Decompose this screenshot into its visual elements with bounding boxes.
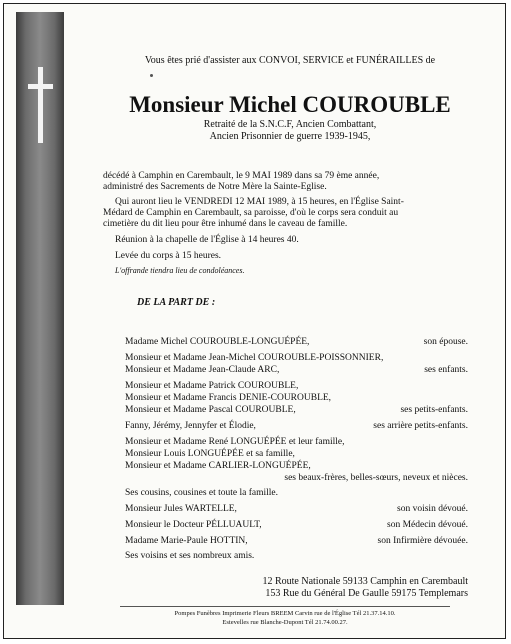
footer-divider: [120, 606, 450, 607]
family-line: Monsieur et Madame Francis DENIE-COUROUBLE,: [125, 393, 332, 403]
funeral-home-line: Estevelles rue Blanche-Dupont Tél 21.74.00.27.: [222, 619, 348, 626]
family-line: Monsieur le Docteur PÉLLUAULT,: [125, 520, 262, 530]
family-line: Monsieur Jules WARTELLE,: [125, 504, 237, 514]
family-line: Monsieur et Madame Jean-Claude ARC,: [125, 365, 280, 375]
address-line: 12 Route Nationale 59133 Camphin en Carembault: [262, 576, 468, 587]
body-line: Qui auront lieu le VENDREDI 12 MAI 1989, à 15 heures, en l'Église Saint-: [115, 197, 404, 207]
family-relation: ses arrière petits-enfants.: [373, 421, 468, 431]
family-line: Monsieur et Madame Pascal COUROUBLE,: [125, 405, 296, 415]
family-line: Ses voisins et ses nombreux amis.: [125, 551, 255, 561]
family-relation: ses beaux-frères, belles-sœurs, neveux et nièces.: [284, 473, 468, 483]
family-relation: son Médecin dévoué.: [387, 520, 468, 530]
mourning-band: [16, 12, 64, 605]
body-line: Médard de Camphin en Carembault, sa paroisse, d'où le corps sera conduit au: [103, 208, 399, 218]
from-heading: DE LA PART DE :: [137, 297, 216, 308]
family-line: Monsieur et Madame Jean-Michel COUROUBLE-POISSONNIER,: [125, 353, 384, 363]
body-line: cimetière du dit lieu pour être inhumé dans le caveau de famille.: [103, 219, 348, 229]
print-speck: [150, 74, 153, 77]
body-line: Levée du corps à 15 heures.: [115, 251, 222, 261]
address-line: 153 Rue du Général De Gaulle 59175 Templemars: [265, 588, 468, 599]
body-line: Réunion à la chapelle de l'Église à 14 heures 40.: [115, 235, 299, 245]
family-line: Fanny, Jérémy, Jennyfer et Élodie,: [125, 421, 256, 431]
cross-icon: [16, 12, 64, 152]
body-line: administré des Sacrements de Notre Mère la Sainte-Eglise.: [103, 182, 327, 192]
family-line: Monsieur et Madame CARLIER-LONGUÉPÉE,: [125, 461, 311, 471]
family-relation: son Infirmière dévouée.: [377, 536, 468, 546]
family-line: Madame Marie-Paule HOTTIN,: [125, 536, 248, 546]
body-line: décédé à Camphin en Carembault, le 9 MAI 1989 dans sa 79 ème année,: [103, 171, 380, 181]
subtitle-line: Retraité de la S.N.C.F, Ancien Combattant,: [203, 119, 377, 130]
funeral-home-line: Pompes Funèbres Imprimerie Fleurs BREEM Carvin rue de l'Église Tél 21.37.14.10.: [174, 610, 396, 617]
family-relation: ses enfants.: [424, 365, 468, 375]
family-line: Ses cousins, cousines et toute la famille.: [125, 488, 279, 498]
family-line: Madame Michel COUROUBLE-LONGUÉPÉE,: [125, 337, 310, 347]
invitation-line: Vous êtes prié d'assister aux CONVOI, SERVICE et FUNÉRAILLES de: [144, 55, 436, 66]
family-relation: son voisin dévoué.: [397, 504, 468, 514]
family-line: Monsieur Louis LONGUÉPÉE et sa famille,: [125, 449, 295, 459]
family-line: Monsieur et Madame Patrick COUROUBLE,: [125, 381, 299, 391]
family-line: Monsieur et Madame René LONGUÉPÉE et leur famille,: [125, 437, 345, 447]
family-relation: son épouse.: [423, 337, 468, 347]
body-note: L'offrande tiendra lieu de condoléances.: [115, 266, 245, 275]
subtitle-line: Ancien Prisonnier de guerre 1939-1945,: [209, 131, 371, 142]
deceased-name: Monsieur Michel COUROUBLE: [129, 92, 451, 117]
family-relation: ses petits-enfants.: [400, 405, 468, 415]
